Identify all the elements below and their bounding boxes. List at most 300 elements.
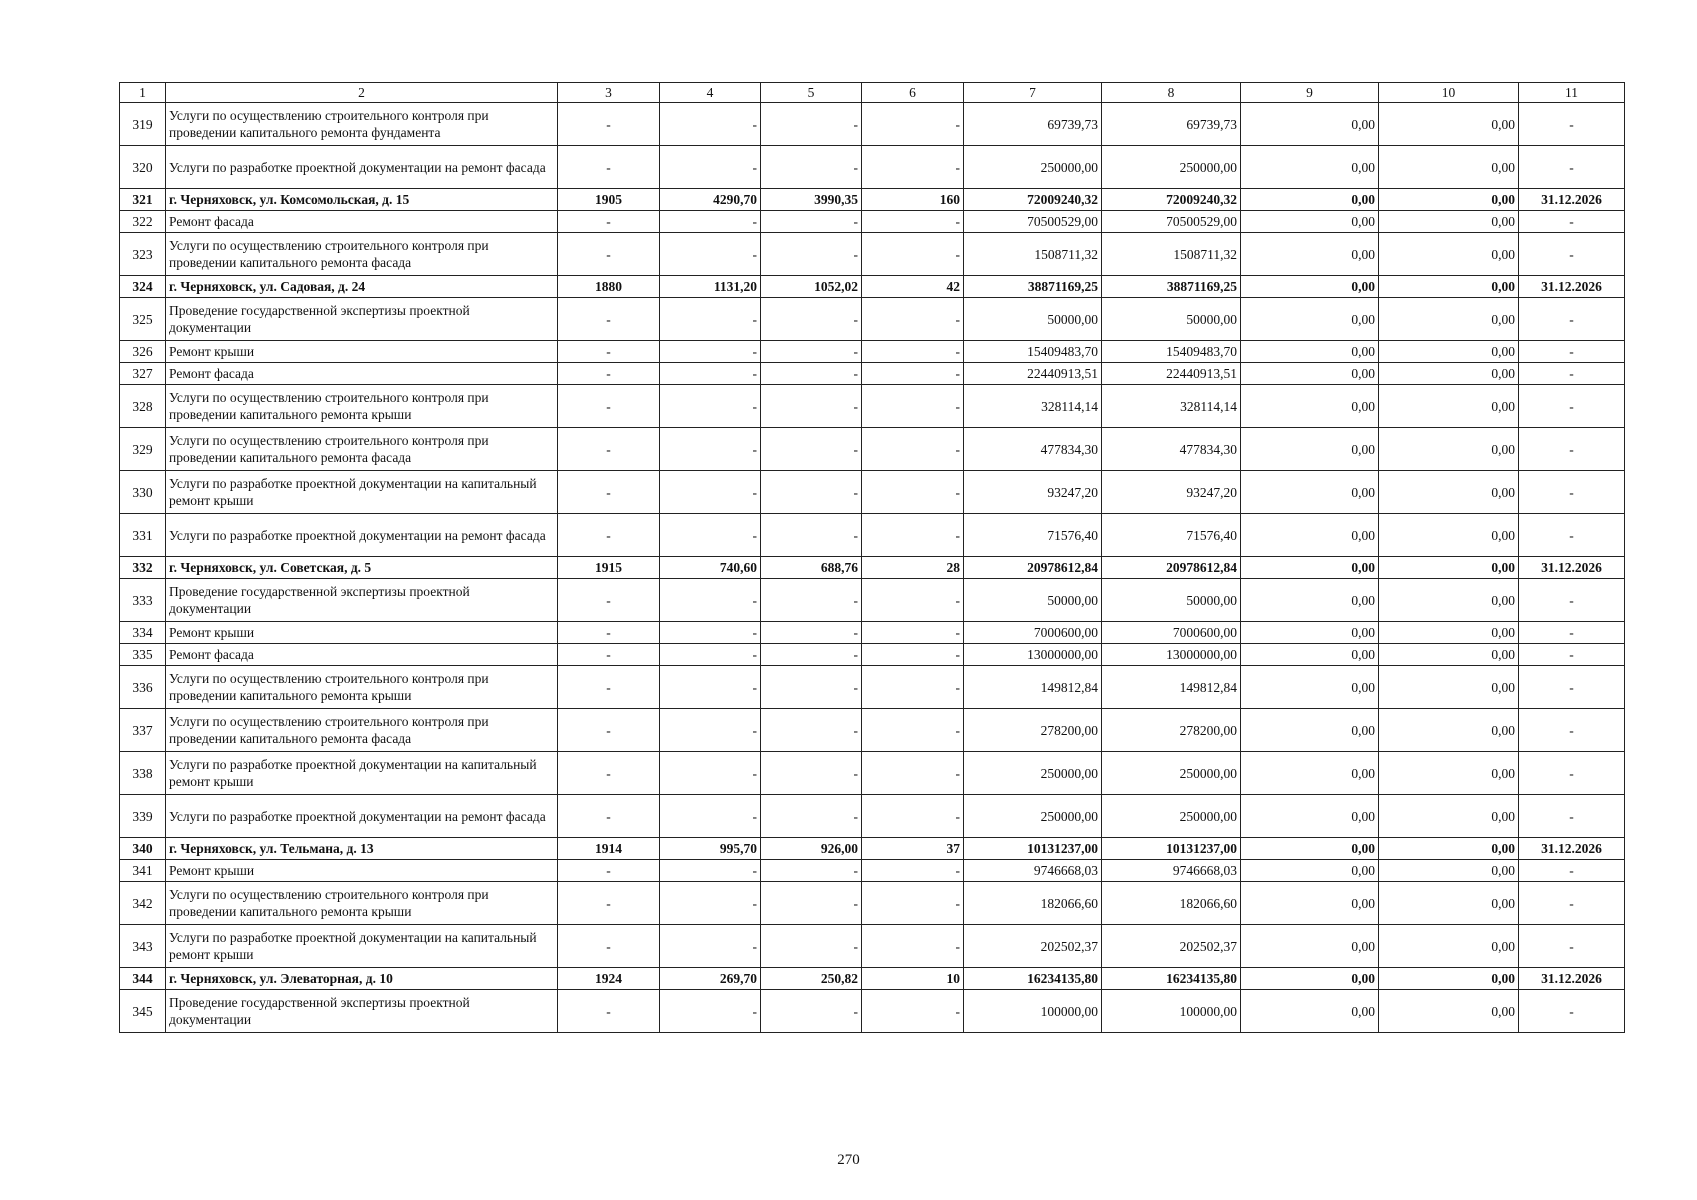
col-6-value: 10 bbox=[862, 968, 964, 990]
col-3-value: - bbox=[558, 103, 660, 146]
col-8-value: 202502,37 bbox=[1102, 925, 1241, 968]
row-number: 345 bbox=[120, 990, 166, 1033]
col-9-value: 0,00 bbox=[1241, 385, 1379, 428]
work-description: Проведение государственной экспертизы проектной документации bbox=[166, 990, 558, 1033]
work-description: Услуги по осуществлению строительного контроля при проведении капитального ремонта крыши bbox=[166, 385, 558, 428]
row-number: 339 bbox=[120, 795, 166, 838]
row-number: 328 bbox=[120, 385, 166, 428]
col-11-value: - bbox=[1519, 925, 1625, 968]
col-5-value: - bbox=[761, 752, 862, 795]
col-9-value: 0,00 bbox=[1241, 925, 1379, 968]
col-3-value: - bbox=[558, 990, 660, 1033]
address-row bbox=[120, 557, 1625, 579]
col-9-value: 0,00 bbox=[1241, 860, 1379, 882]
col-10-value: 0,00 bbox=[1379, 385, 1519, 428]
col-8-value: 20978612,84 bbox=[1102, 557, 1241, 579]
work-description: Ремонт фасада bbox=[166, 363, 558, 385]
col-11-value: - bbox=[1519, 363, 1625, 385]
col-7-value: 278200,00 bbox=[964, 709, 1102, 752]
row-number: 329 bbox=[120, 428, 166, 471]
col-6-value: - bbox=[862, 341, 964, 363]
col-5-value: - bbox=[761, 990, 862, 1033]
col-8-value: 250000,00 bbox=[1102, 752, 1241, 795]
col-7-value: 10131237,00 bbox=[964, 838, 1102, 860]
address-row bbox=[120, 838, 1625, 860]
col-6-value: - bbox=[862, 471, 964, 514]
col-5-value: - bbox=[761, 363, 862, 385]
col-8-value: 278200,00 bbox=[1102, 709, 1241, 752]
work-row bbox=[120, 990, 1625, 1033]
col-7-value: 477834,30 bbox=[964, 428, 1102, 471]
col-4-value: - bbox=[660, 925, 761, 968]
col-11-value: - bbox=[1519, 644, 1625, 666]
col-7-value: 250000,00 bbox=[964, 795, 1102, 838]
col-3-value: - bbox=[558, 622, 660, 644]
work-row bbox=[120, 341, 1625, 363]
col-5-value: - bbox=[761, 233, 862, 276]
col-6-value: - bbox=[862, 666, 964, 709]
col-5-value: - bbox=[761, 622, 862, 644]
col-11-value: - bbox=[1519, 882, 1625, 925]
col-3-value: - bbox=[558, 363, 660, 385]
col-10-value: 0,00 bbox=[1379, 276, 1519, 298]
col-4-value: 269,70 bbox=[660, 968, 761, 990]
row-number: 344 bbox=[120, 968, 166, 990]
col-6-value: - bbox=[862, 752, 964, 795]
col-11-value: - bbox=[1519, 471, 1625, 514]
col-3-value: - bbox=[558, 211, 660, 233]
col-9-value: 0,00 bbox=[1241, 666, 1379, 709]
col-9-value: 0,00 bbox=[1241, 471, 1379, 514]
work-row bbox=[120, 428, 1625, 471]
work-description: Услуги по осуществлению строительного контроля при проведении капитального ремонта крыши bbox=[166, 882, 558, 925]
col-3-value: - bbox=[558, 666, 660, 709]
col-8-value: 38871169,25 bbox=[1102, 276, 1241, 298]
col-9-value: 0,00 bbox=[1241, 968, 1379, 990]
col-11-value: - bbox=[1519, 514, 1625, 557]
col-4-value: - bbox=[660, 514, 761, 557]
column-header: 6 bbox=[862, 83, 964, 103]
row-number: 338 bbox=[120, 752, 166, 795]
col-4-value: 4290,70 bbox=[660, 189, 761, 211]
col-7-value: 20978612,84 bbox=[964, 557, 1102, 579]
row-number: 335 bbox=[120, 644, 166, 666]
col-8-value: 13000000,00 bbox=[1102, 644, 1241, 666]
col-5-value: - bbox=[761, 666, 862, 709]
work-description: Услуги по осуществлению строительного контроля при проведении капитального ремонта фасада bbox=[166, 233, 558, 276]
col-6-value: - bbox=[862, 298, 964, 341]
col-4-value: - bbox=[660, 644, 761, 666]
col-9-value: 0,00 bbox=[1241, 233, 1379, 276]
row-number: 326 bbox=[120, 341, 166, 363]
column-header: 7 bbox=[964, 83, 1102, 103]
col-10-value: 0,00 bbox=[1379, 644, 1519, 666]
col-11-value: - bbox=[1519, 795, 1625, 838]
col-8-value: 100000,00 bbox=[1102, 990, 1241, 1033]
col-8-value: 328114,14 bbox=[1102, 385, 1241, 428]
col-4-value: - bbox=[660, 709, 761, 752]
col-3-value: - bbox=[558, 795, 660, 838]
col-8-value: 250000,00 bbox=[1102, 146, 1241, 189]
col-11-value: 31.12.2026 bbox=[1519, 189, 1625, 211]
work-description: Проведение государственной экспертизы проектной документации bbox=[166, 298, 558, 341]
work-row bbox=[120, 579, 1625, 622]
col-5-value: - bbox=[761, 860, 862, 882]
work-row bbox=[120, 666, 1625, 709]
col-9-value: 0,00 bbox=[1241, 579, 1379, 622]
work-description: Услуги по разработке проектной документации на капитальный ремонт крыши bbox=[166, 752, 558, 795]
col-6-value: 37 bbox=[862, 838, 964, 860]
col-9-value: 0,00 bbox=[1241, 795, 1379, 838]
col-6-value: - bbox=[862, 622, 964, 644]
col-7-value: 71576,40 bbox=[964, 514, 1102, 557]
row-number: 334 bbox=[120, 622, 166, 644]
col-5-value: - bbox=[761, 644, 862, 666]
column-header: 10 bbox=[1379, 83, 1519, 103]
col-5-value: - bbox=[761, 925, 862, 968]
col-5-value: 926,00 bbox=[761, 838, 862, 860]
col-11-value: - bbox=[1519, 211, 1625, 233]
col-10-value: 0,00 bbox=[1379, 211, 1519, 233]
col-9-value: 0,00 bbox=[1241, 752, 1379, 795]
work-description: Услуги по осуществлению строительного контроля при проведении капитального ремонта фундамента bbox=[166, 103, 558, 146]
col-4-value: - bbox=[660, 146, 761, 189]
col-5-value: - bbox=[761, 385, 862, 428]
col-6-value: 160 bbox=[862, 189, 964, 211]
col-7-value: 328114,14 bbox=[964, 385, 1102, 428]
col-9-value: 0,00 bbox=[1241, 363, 1379, 385]
col-4-value: - bbox=[660, 233, 761, 276]
col-6-value: - bbox=[862, 644, 964, 666]
col-7-value: 1508711,32 bbox=[964, 233, 1102, 276]
address-row bbox=[120, 968, 1625, 990]
col-6-value: - bbox=[862, 146, 964, 189]
col-10-value: 0,00 bbox=[1379, 557, 1519, 579]
col-7-value: 38871169,25 bbox=[964, 276, 1102, 298]
col-6-value: - bbox=[862, 795, 964, 838]
col-3-value: - bbox=[558, 514, 660, 557]
work-description: г. Черняховск, ул. Садовая, д. 24 bbox=[166, 276, 558, 298]
col-8-value: 477834,30 bbox=[1102, 428, 1241, 471]
work-description: г. Черняховск, ул. Тельмана, д. 13 bbox=[166, 838, 558, 860]
col-10-value: 0,00 bbox=[1379, 341, 1519, 363]
work-row bbox=[120, 146, 1625, 189]
row-number: 323 bbox=[120, 233, 166, 276]
work-row bbox=[120, 471, 1625, 514]
col-7-value: 202502,37 bbox=[964, 925, 1102, 968]
col-11-value: - bbox=[1519, 341, 1625, 363]
col-5-value: - bbox=[761, 514, 862, 557]
repair-program-table bbox=[119, 82, 1625, 1033]
col-11-value: - bbox=[1519, 579, 1625, 622]
row-number: 327 bbox=[120, 363, 166, 385]
col-3-value: 1915 bbox=[558, 557, 660, 579]
col-3-value: 1924 bbox=[558, 968, 660, 990]
col-7-value: 72009240,32 bbox=[964, 189, 1102, 211]
col-4-value: - bbox=[660, 471, 761, 514]
col-4-value: 1131,20 bbox=[660, 276, 761, 298]
work-row bbox=[120, 925, 1625, 968]
column-header: 1 bbox=[120, 83, 166, 103]
col-3-value: - bbox=[558, 860, 660, 882]
row-number: 333 bbox=[120, 579, 166, 622]
col-11-value: 31.12.2026 bbox=[1519, 838, 1625, 860]
col-7-value: 7000600,00 bbox=[964, 622, 1102, 644]
work-description: Услуги по разработке проектной документации на капитальный ремонт крыши bbox=[166, 471, 558, 514]
col-11-value: - bbox=[1519, 622, 1625, 644]
col-6-value: - bbox=[862, 211, 964, 233]
col-10-value: 0,00 bbox=[1379, 795, 1519, 838]
col-7-value: 149812,84 bbox=[964, 666, 1102, 709]
work-row bbox=[120, 514, 1625, 557]
row-number: 324 bbox=[120, 276, 166, 298]
col-5-value: - bbox=[761, 795, 862, 838]
work-row bbox=[120, 860, 1625, 882]
col-10-value: 0,00 bbox=[1379, 233, 1519, 276]
col-4-value: - bbox=[660, 795, 761, 838]
col-11-value: - bbox=[1519, 666, 1625, 709]
col-4-value: - bbox=[660, 363, 761, 385]
col-7-value: 182066,60 bbox=[964, 882, 1102, 925]
row-number: 319 bbox=[120, 103, 166, 146]
col-9-value: 0,00 bbox=[1241, 298, 1379, 341]
col-7-value: 9746668,03 bbox=[964, 860, 1102, 882]
work-description: Услуги по разработке проектной документации на капитальный ремонт крыши bbox=[166, 925, 558, 968]
col-10-value: 0,00 bbox=[1379, 146, 1519, 189]
column-header: 5 bbox=[761, 83, 862, 103]
col-6-value: - bbox=[862, 860, 964, 882]
table-body bbox=[120, 103, 1625, 1033]
work-row bbox=[120, 211, 1625, 233]
col-5-value: - bbox=[761, 146, 862, 189]
col-10-value: 0,00 bbox=[1379, 514, 1519, 557]
col-10-value: 0,00 bbox=[1379, 968, 1519, 990]
col-4-value: - bbox=[660, 990, 761, 1033]
col-10-value: 0,00 bbox=[1379, 471, 1519, 514]
col-7-value: 15409483,70 bbox=[964, 341, 1102, 363]
work-description: г. Черняховск, ул. Элеваторная, д. 10 bbox=[166, 968, 558, 990]
work-row bbox=[120, 882, 1625, 925]
col-11-value: - bbox=[1519, 298, 1625, 341]
col-4-value: - bbox=[660, 752, 761, 795]
col-6-value: - bbox=[862, 233, 964, 276]
col-6-value: - bbox=[862, 709, 964, 752]
col-8-value: 93247,20 bbox=[1102, 471, 1241, 514]
col-8-value: 15409483,70 bbox=[1102, 341, 1241, 363]
col-4-value: - bbox=[660, 298, 761, 341]
col-8-value: 10131237,00 bbox=[1102, 838, 1241, 860]
col-3-value: - bbox=[558, 471, 660, 514]
work-description: Услуги по разработке проектной документации на ремонт фасада bbox=[166, 146, 558, 189]
col-10-value: 0,00 bbox=[1379, 622, 1519, 644]
document-page bbox=[119, 82, 1624, 1033]
col-3-value: - bbox=[558, 233, 660, 276]
col-8-value: 16234135,80 bbox=[1102, 968, 1241, 990]
col-11-value: 31.12.2026 bbox=[1519, 276, 1625, 298]
row-number: 320 bbox=[120, 146, 166, 189]
col-3-value: - bbox=[558, 925, 660, 968]
col-9-value: 0,00 bbox=[1241, 644, 1379, 666]
column-header: 3 bbox=[558, 83, 660, 103]
row-number: 340 bbox=[120, 838, 166, 860]
col-10-value: 0,00 bbox=[1379, 298, 1519, 341]
row-number: 321 bbox=[120, 189, 166, 211]
work-description: Услуги по разработке проектной документации на ремонт фасада bbox=[166, 795, 558, 838]
col-9-value: 0,00 bbox=[1241, 990, 1379, 1033]
col-11-value: - bbox=[1519, 990, 1625, 1033]
col-8-value: 50000,00 bbox=[1102, 298, 1241, 341]
row-number: 343 bbox=[120, 925, 166, 968]
col-8-value: 250000,00 bbox=[1102, 795, 1241, 838]
col-7-value: 250000,00 bbox=[964, 146, 1102, 189]
work-description: г. Черняховск, ул. Советская, д. 5 bbox=[166, 557, 558, 579]
col-4-value: - bbox=[660, 428, 761, 471]
col-3-value: 1880 bbox=[558, 276, 660, 298]
col-5-value: - bbox=[761, 579, 862, 622]
work-description: Ремонт крыши bbox=[166, 622, 558, 644]
col-7-value: 100000,00 bbox=[964, 990, 1102, 1033]
row-number: 337 bbox=[120, 709, 166, 752]
col-5-value: - bbox=[761, 211, 862, 233]
col-9-value: 0,00 bbox=[1241, 709, 1379, 752]
work-row bbox=[120, 795, 1625, 838]
work-row bbox=[120, 709, 1625, 752]
col-10-value: 0,00 bbox=[1379, 860, 1519, 882]
col-7-value: 250000,00 bbox=[964, 752, 1102, 795]
work-row bbox=[120, 298, 1625, 341]
col-8-value: 9746668,03 bbox=[1102, 860, 1241, 882]
col-5-value: - bbox=[761, 709, 862, 752]
column-header: 8 bbox=[1102, 83, 1241, 103]
col-4-value: - bbox=[660, 666, 761, 709]
col-11-value: 31.12.2026 bbox=[1519, 968, 1625, 990]
col-9-value: 0,00 bbox=[1241, 882, 1379, 925]
row-number: 325 bbox=[120, 298, 166, 341]
col-11-value: - bbox=[1519, 709, 1625, 752]
col-11-value: 31.12.2026 bbox=[1519, 557, 1625, 579]
work-description: Услуги по осуществлению строительного контроля при проведении капитального ремонта фасада bbox=[166, 428, 558, 471]
work-description: Услуги по осуществлению строительного контроля при проведении капитального ремонта фасада bbox=[166, 709, 558, 752]
col-10-value: 0,00 bbox=[1379, 709, 1519, 752]
work-description: Ремонт крыши bbox=[166, 860, 558, 882]
col-5-value: 3990,35 bbox=[761, 189, 862, 211]
col-6-value: 42 bbox=[862, 276, 964, 298]
col-11-value: - bbox=[1519, 428, 1625, 471]
col-9-value: 0,00 bbox=[1241, 341, 1379, 363]
work-row bbox=[120, 233, 1625, 276]
col-5-value: - bbox=[761, 298, 862, 341]
col-9-value: 0,00 bbox=[1241, 189, 1379, 211]
col-10-value: 0,00 bbox=[1379, 189, 1519, 211]
col-6-value: - bbox=[862, 579, 964, 622]
col-9-value: 0,00 bbox=[1241, 622, 1379, 644]
col-5-value: - bbox=[761, 103, 862, 146]
col-4-value: - bbox=[660, 579, 761, 622]
col-7-value: 50000,00 bbox=[964, 579, 1102, 622]
col-8-value: 71576,40 bbox=[1102, 514, 1241, 557]
col-5-value: 1052,02 bbox=[761, 276, 862, 298]
row-number: 342 bbox=[120, 882, 166, 925]
col-9-value: 0,00 bbox=[1241, 557, 1379, 579]
row-number: 341 bbox=[120, 860, 166, 882]
work-description: Услуги по осуществлению строительного контроля при проведении капитального ремонта крыши bbox=[166, 666, 558, 709]
col-3-value: 1905 bbox=[558, 189, 660, 211]
col-7-value: 13000000,00 bbox=[964, 644, 1102, 666]
work-description: Ремонт крыши bbox=[166, 341, 558, 363]
col-10-value: 0,00 bbox=[1379, 363, 1519, 385]
col-7-value: 69739,73 bbox=[964, 103, 1102, 146]
col-8-value: 69739,73 bbox=[1102, 103, 1241, 146]
work-description: Ремонт фасада bbox=[166, 211, 558, 233]
col-9-value: 0,00 bbox=[1241, 276, 1379, 298]
address-row bbox=[120, 189, 1625, 211]
col-11-value: - bbox=[1519, 233, 1625, 276]
col-6-value: - bbox=[862, 363, 964, 385]
col-7-value: 22440913,51 bbox=[964, 363, 1102, 385]
col-8-value: 182066,60 bbox=[1102, 882, 1241, 925]
col-6-value: 28 bbox=[862, 557, 964, 579]
col-8-value: 72009240,32 bbox=[1102, 189, 1241, 211]
col-3-value: - bbox=[558, 752, 660, 795]
col-11-value: - bbox=[1519, 752, 1625, 795]
row-number: 322 bbox=[120, 211, 166, 233]
col-5-value: - bbox=[761, 428, 862, 471]
col-4-value: - bbox=[660, 860, 761, 882]
col-9-value: 0,00 bbox=[1241, 428, 1379, 471]
col-6-value: - bbox=[862, 990, 964, 1033]
col-3-value: - bbox=[558, 298, 660, 341]
col-9-value: 0,00 bbox=[1241, 211, 1379, 233]
col-9-value: 0,00 bbox=[1241, 514, 1379, 557]
col-10-value: 0,00 bbox=[1379, 925, 1519, 968]
col-3-value: - bbox=[558, 709, 660, 752]
col-4-value: 740,60 bbox=[660, 557, 761, 579]
column-number-row bbox=[120, 83, 1625, 103]
col-10-value: 0,00 bbox=[1379, 579, 1519, 622]
column-header: 11 bbox=[1519, 83, 1625, 103]
work-description: Услуги по разработке проектной документации на ремонт фасада bbox=[166, 514, 558, 557]
work-description: Проведение государственной экспертизы проектной документации bbox=[166, 579, 558, 622]
col-8-value: 70500529,00 bbox=[1102, 211, 1241, 233]
col-8-value: 7000600,00 bbox=[1102, 622, 1241, 644]
col-11-value: - bbox=[1519, 146, 1625, 189]
col-6-value: - bbox=[862, 925, 964, 968]
col-5-value: 688,76 bbox=[761, 557, 862, 579]
work-row bbox=[120, 644, 1625, 666]
work-row bbox=[120, 622, 1625, 644]
col-3-value: - bbox=[558, 341, 660, 363]
col-3-value: - bbox=[558, 882, 660, 925]
col-10-value: 0,00 bbox=[1379, 990, 1519, 1033]
col-4-value: 995,70 bbox=[660, 838, 761, 860]
col-3-value: - bbox=[558, 644, 660, 666]
col-10-value: 0,00 bbox=[1379, 666, 1519, 709]
col-6-value: - bbox=[862, 428, 964, 471]
col-3-value: 1914 bbox=[558, 838, 660, 860]
col-11-value: - bbox=[1519, 103, 1625, 146]
page-number: 270 bbox=[837, 1152, 860, 1168]
col-3-value: - bbox=[558, 385, 660, 428]
col-10-value: 0,00 bbox=[1379, 752, 1519, 795]
col-3-value: - bbox=[558, 146, 660, 189]
column-header: 9 bbox=[1241, 83, 1379, 103]
col-8-value: 149812,84 bbox=[1102, 666, 1241, 709]
work-description: Ремонт фасада bbox=[166, 644, 558, 666]
col-8-value: 1508711,32 bbox=[1102, 233, 1241, 276]
col-5-value: 250,82 bbox=[761, 968, 862, 990]
col-8-value: 22440913,51 bbox=[1102, 363, 1241, 385]
col-6-value: - bbox=[862, 385, 964, 428]
